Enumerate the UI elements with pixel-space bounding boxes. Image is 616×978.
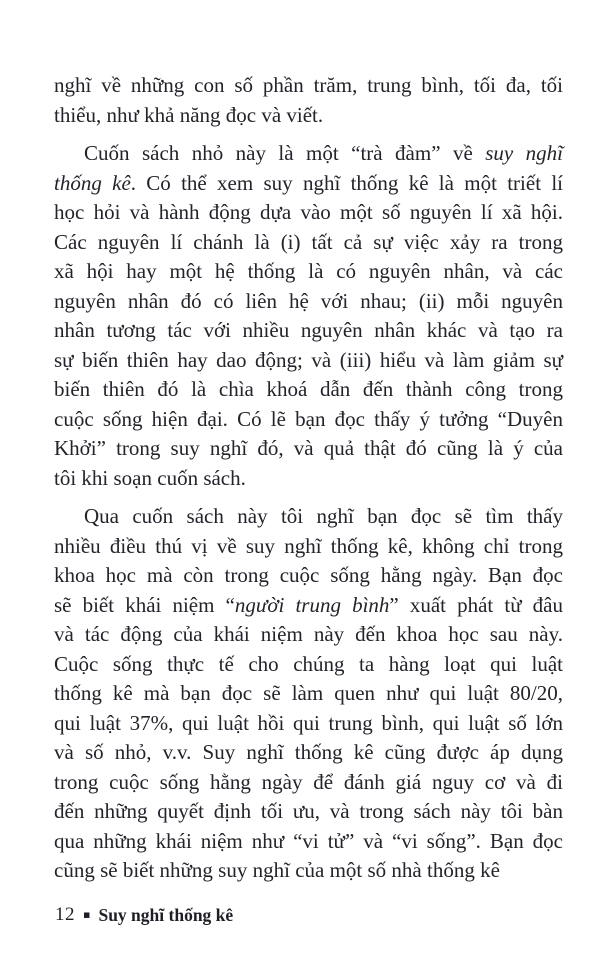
text-segment: học hỏi và hành động dựa vào một số nguyên lí xã hội.	[54, 200, 563, 224]
text-line	[54, 139, 563, 169]
text-segment: Cuộc sống thực tế cho chúng ta hàng loạt qui luật	[54, 651, 563, 676]
text-segment: qua những khái niệm như “vi tử” và “vi sống”. Bạn đọc	[54, 828, 563, 853]
text-segment: nguyên nhân đó có liên hệ với nhau; (ii) mỗi nguyên	[54, 288, 563, 313]
emphasized-text: suy nghĩ	[485, 141, 564, 165]
text-segment: sẽ biết khái niệm “	[54, 592, 235, 617]
text-segment: biến thiên đó là chìa khoá dẫn đến thành công trong	[54, 377, 563, 401]
text-segment: và số nhỏ, v.v. Suy nghĩ thống kê cũng được áp dụng	[54, 740, 563, 764]
text-line	[54, 434, 563, 464]
text-line	[54, 502, 563, 532]
text-line	[54, 797, 563, 827]
text-segment: Các nguyên lí chánh là (i) tất cả sự việc xảy ra trong	[54, 229, 563, 254]
page-number: 12	[55, 904, 75, 925]
text-segment: và tác động của khái niệm này đến khoa học sau này.	[54, 622, 563, 646]
text-segment: tôi khi soạn cuốn sách.	[54, 465, 246, 490]
body-text	[54, 71, 563, 886]
text-line	[54, 856, 563, 886]
text-line	[54, 287, 563, 317]
text-line	[54, 257, 563, 287]
text-line	[54, 71, 563, 101]
text-segment: . Có thể xem suy nghĩ thống kê là một triết lí	[130, 170, 563, 195]
page-footer	[55, 904, 233, 926]
paragraph	[54, 71, 563, 130]
text-line	[54, 198, 563, 228]
text-segment: nhiều điều thú vị về suy nghĩ thống kê, không chỉ trong	[54, 533, 563, 558]
text-line	[54, 228, 563, 258]
text-line	[54, 464, 563, 494]
text-line	[54, 591, 563, 621]
text-line	[54, 650, 563, 680]
text-segment: thống kê mà bạn đọc sẽ làm quen như qui luật 80/20,	[54, 681, 563, 705]
text-segment: Cuốn sách nhỏ này là một “trà đàm” về	[84, 141, 486, 165]
text-line	[54, 709, 563, 739]
text-line	[54, 346, 563, 376]
text-segment: xã hội hay một hệ thống là có nguyên nhân, và các	[54, 259, 563, 283]
emphasized-text: thống kê	[54, 170, 131, 195]
running-title: Suy nghĩ thống kê	[98, 904, 234, 925]
text-line	[54, 768, 563, 798]
text-segment: cũng sẽ biết những suy nghĩ của một số nhà thống kê	[54, 858, 500, 882]
text-segment: Khởi” trong suy nghĩ đó, và quả thật đó cũng là ý của	[54, 436, 563, 460]
text-segment: trong cuộc sống hằng ngày để đánh giá nguy cơ và đi	[54, 769, 563, 794]
text-line	[54, 316, 563, 346]
text-line	[54, 827, 563, 857]
text-segment: sự biến thiên hay dao động; và (iii) hiểu và làm giảm sự	[54, 347, 563, 372]
text-segment: đến những quyết định tối ưu, và trong sách này tôi bàn	[54, 799, 563, 823]
text-line	[54, 620, 563, 650]
text-segment: khoa học mà còn trong cuộc sống hằng ngày. Bạn đọc	[54, 563, 563, 587]
square-separator-icon: ▪	[83, 907, 91, 921]
text-line	[54, 375, 563, 405]
text-segment: cuộc sống hiện đại. Có lẽ bạn đọc thấy ý tưởng “Duyên	[54, 406, 563, 431]
paragraph	[54, 502, 563, 886]
text-segment: nghĩ về những con số phần trăm, trung bình, tối đa, tối	[54, 73, 563, 97]
text-line	[54, 101, 563, 131]
text-segment: thiểu, như khả năng đọc và viết.	[54, 102, 324, 127]
text-line	[54, 679, 563, 709]
text-line	[54, 405, 563, 435]
text-segment: nhân tương tác với nhiều nguyên nhân khác và tạo ra	[54, 318, 563, 342]
text-segment: ” xuất phát từ đâu	[389, 592, 564, 617]
emphasized-text: người trung bình	[234, 592, 390, 617]
text-line	[54, 738, 563, 768]
text-line	[54, 561, 563, 591]
paragraph	[54, 139, 563, 493]
text-line	[54, 532, 563, 562]
text-segment: qui luật 37%, qui luật hồi qui trung bình, qui luật số lớn	[54, 710, 563, 735]
text-segment: Qua cuốn sách này tôi nghĩ bạn đọc sẽ tìm thấy	[84, 504, 563, 528]
text-line	[54, 169, 563, 199]
